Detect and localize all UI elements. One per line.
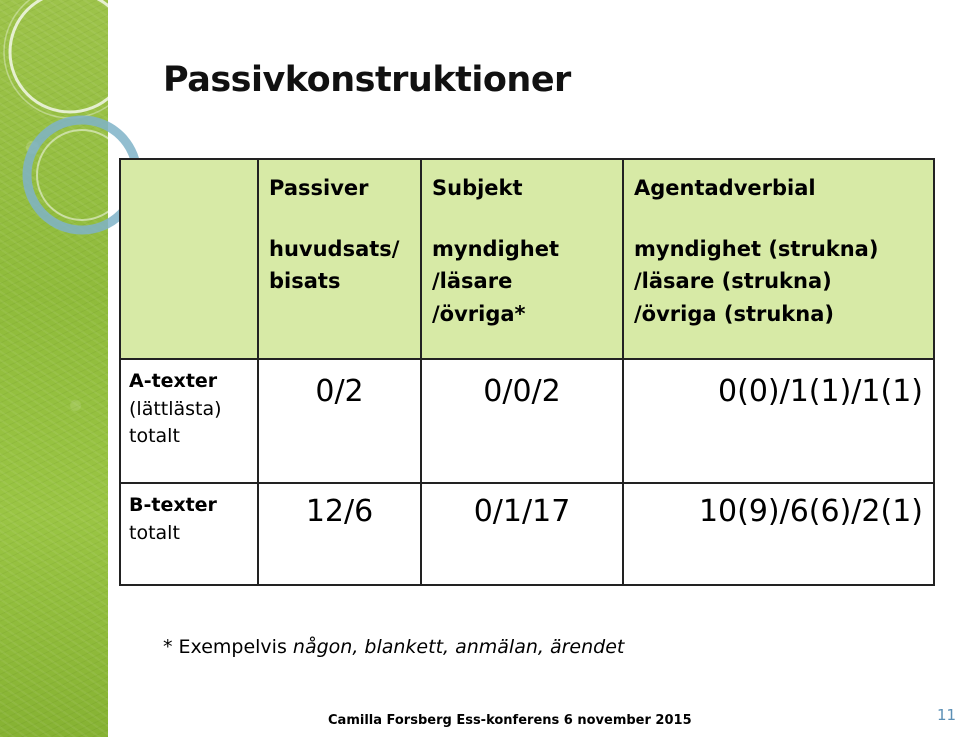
table-header-row [120,159,934,359]
column-header-subjekt: Subjekt myndighet /läsare /övriga* [421,159,623,359]
column-header-agentadverbial: Agentadverbial myndighet (strukna) /läsare (strukna) /övriga (strukna) [623,159,934,359]
table-row [120,483,934,585]
cell-value: 0/1/17 [421,483,623,585]
results-table [119,158,935,586]
row-label-a-texter: A-texter (lättlästa) totalt [120,359,258,483]
page-title: Passivkonstruktioner [163,60,571,100]
slide-footer: Camilla Forsberg Ess-konferens 6 november 2015 [328,713,692,728]
cell-value: 12/6 [258,483,421,585]
cell-value: 0/2 [258,359,421,483]
table-row [120,359,934,483]
page-number: 11 [937,706,957,724]
table-corner-cell [120,159,258,359]
cell-value: 10(9)/6(6)/2(1) [623,483,934,585]
footnote: * Exempelvis någon, blankett, anmälan, ärendet [163,636,625,658]
row-label-b-texter: B-texter totalt [120,483,258,585]
cell-value: 0/0/2 [421,359,623,483]
column-header-passiver: Passiver huvudsats/ bisats [258,159,421,359]
cell-value: 0(0)/1(1)/1(1) [623,359,934,483]
